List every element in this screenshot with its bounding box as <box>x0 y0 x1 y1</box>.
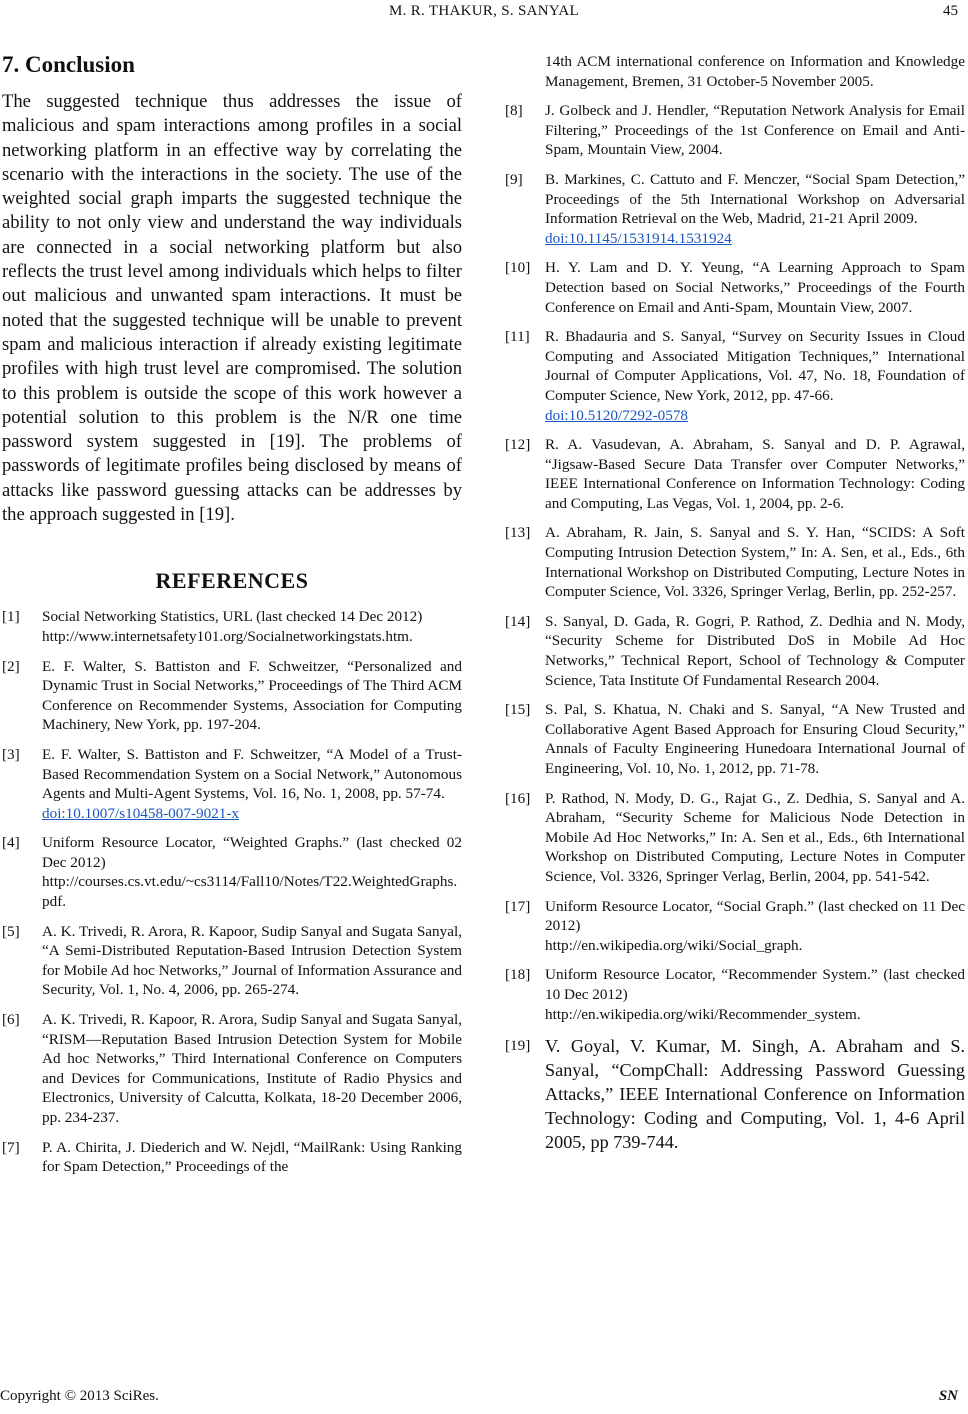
reference-text: A. K. Trivedi, R. Arora, R. Kapoor, Sudip Sanyal and Sugata Sanyal, “A Semi-Distributed Reputation-Based Intrusion Detection System for Mobile Ad hoc Networks,” Journal of Information Assurance and Security, Vol. 1, No. 4, 2006, pp. 265-274. <box>42 922 462 999</box>
reference-doi-link[interactable]: doi:10.5120/7292-0578 <box>545 406 689 424</box>
reference-item <box>505 523 965 601</box>
reference-item <box>505 170 965 248</box>
right-column <box>505 52 965 1164</box>
reference-number: [7] <box>2 1138 20 1156</box>
reference-item <box>2 745 462 823</box>
reference-text: Uniform Resource Locator, “Weighted Graphs.” (last checked 02 Dec 2012) <box>42 834 462 871</box>
references-heading: REFERENCES <box>155 568 309 594</box>
reference-item <box>2 1138 462 1177</box>
reference-list-right <box>505 52 965 1154</box>
reference-item <box>505 327 965 425</box>
reference-text: E. F. Walter, S. Battiston and F. Schweitzer, “A Model of a Trust-Based Recommendation System on a Social Network,” Autonomous Agents and Multi-Agent Systems, Vol. 16, No. 1, 2008, pp. 57-74. <box>42 745 462 803</box>
reference-text: Uniform Resource Locator, “Social Graph.” (last checked on 11 Dec 2012) <box>545 897 965 935</box>
reference-item <box>505 612 965 690</box>
reference-number: [2] <box>2 657 20 675</box>
reference-item <box>2 657 462 735</box>
running-head-authors: M. R. THAKUR, S. SANYAL <box>389 3 579 19</box>
reference-item <box>2 607 462 646</box>
reference-text: P. A. Chirita, J. Diederich and W. Nejdl, “MailRank: Using Ranking for Spam Detection,” Proceedings of the <box>42 1138 462 1176</box>
reference-text: P. Rathod, N. Mody, D. G., Rajat G., Z. Dedhia, S. Sanyal and A. Abraham, “Security Scheme for Malicious Node Detection in Mobile Ad Hoc Networks,” In: A. Sen et al., Eds., 6th International Workshop on Distributed Computing, Lecture Notes in Computer Science, Vol. 3326, Springer Verlag, Berlin, 2004, pp. 541-542. <box>545 789 965 885</box>
reference-doi-link[interactable]: doi:10.1145/1531914.1531924 <box>545 229 732 247</box>
reference-number: [16] <box>505 789 531 807</box>
reference-number: [9] <box>505 170 523 188</box>
reference-text: H. Y. Lam and D. Y. Yeung, “A Learning Approach to Spam Detection based on Social Networks,” Proceedings of the Fourth Conference on Email and Anti-Spam, Mountain View, 2007. <box>545 259 965 316</box>
reference-item <box>505 1034 965 1154</box>
reference-text: B. Markines, C. Cattuto and F. Menczer, “Social Spam Detection,” Proceedings of the 5th International Workshop on Adversarial Information Retrieval on the Web, Madrid, 21-21 April 2009. <box>545 170 965 228</box>
reference-url: http://www.internetsafety101.org/Socialnetworkingstats.htm. <box>42 627 413 645</box>
reference-number: [19] <box>505 1037 531 1055</box>
left-column <box>2 50 462 1187</box>
running-head <box>0 0 968 24</box>
reference-number: [18] <box>505 966 531 984</box>
page-footer <box>0 1388 968 1414</box>
reference-text: V. Goyal, V. Kumar, M. Singh, A. Abraham and S. Sanyal, “CompChall: Addressing Password Guessing Attacks,” IEEE International Conference on Information Technology: Coding and Computing, Vol. 1, 4-6 April 2005, pp 739-744. <box>545 1036 965 1153</box>
reference-text: Uniform Resource Locator, “Recommender System.” (last checked 10 Dec 2012) <box>545 966 965 1003</box>
reference-item <box>2 1010 462 1128</box>
reference-item <box>2 833 462 911</box>
reference-number: [14] <box>505 612 531 630</box>
reference-item <box>2 922 462 1000</box>
reference-number: [11] <box>505 328 530 346</box>
reference-text: S. Sanyal, D. Gada, R. Gogri, P. Rathod, Z. Dedhia and N. Mody, “Security Scheme for Distributed DoS in Mobile Ad Hoc Networks,” Technical Report, School of Technology & Computer Science, Tata Institute Of Fundamental Research 2004. <box>545 612 965 689</box>
copyright-notice: Copyright © 2013 SciRes. <box>0 1388 159 1404</box>
reference-number: [3] <box>2 745 20 763</box>
reference-text: 14th ACM international conference on Information and Knowledge Management, Bremen, 31 October-5 November 2005. <box>545 53 965 90</box>
reference-url: http://courses.cs.vt.edu/~cs3114/Fall10/Notes/T22.WeightedGraphs.pdf. <box>42 873 458 911</box>
reference-text: R. Bhadauria and S. Sanyal, “Survey on Security Issues in Cloud Computing and Associated Mitigation Techniques,” International Journal of Computer Applications, Vol. 47, No. 18, Foundation of Computer Science, New York, 2012, pp. 47-66. <box>545 328 965 404</box>
page-number: 45 <box>943 3 958 19</box>
reference-item <box>505 435 965 513</box>
reference-text: E. F. Walter, S. Battiston and F. Schweitzer, “Personalized and Dynamic Trust in Social Networks,” Proceedings of The Third ACM Conference on Recommender Systems, Association for Computing Machinery, New York, pp. 197-204. <box>42 657 462 734</box>
reference-text: S. Pal, S. Khatua, N. Chaki and S. Sanyal, “A New Trusted and Collaborative Agent Based Approach for Ensuring Cloud Security,” Annals of Faculty Engineering Hunedoara International Journal of Engineering, Vol. 10, No. 1, 2012, pp. 71-78. <box>545 701 965 777</box>
reference-url: http://en.wikipedia.org/wiki/Recommender_system. <box>545 1005 861 1023</box>
reference-number: [12] <box>505 436 531 454</box>
reference-text: A. Abraham, R. Jain, S. Sanyal and S. Y. Han, “SCIDS: A Soft Computing Intrusion Detection System,” In: A. Sen, et al., Eds., 6th International Workshop on Distributed Computing, Lecture Notes in Computer Science, Vol. 3326, Springer Verlag, Berlin, pp. 252-257. <box>545 524 965 601</box>
reference-number: [6] <box>2 1011 20 1029</box>
reference-item <box>505 258 965 317</box>
reference-url: http://en.wikipedia.org/wiki/Social_graph. <box>545 936 803 954</box>
reference-number: [8] <box>505 102 523 120</box>
reference-text: J. Golbeck and J. Hendler, “Reputation Network Analysis for Email Filtering,” Proceedings of the 1st Conference on Email and Anti-Spam, Mountain View, 2004. <box>545 102 965 159</box>
reference-number: [10] <box>505 259 531 277</box>
reference-number: [15] <box>505 701 531 719</box>
reference-number: [17] <box>505 897 531 915</box>
conclusion-paragraph: The suggested technique thus addresses the issue of malicious and spam interactions among profiles in a social networking platform in an effective way by correlating the scenario with the interactions in the society. The use of the weighted social graph imparts the suggested technique the ability to not only view and understand the way individuals are connected in a social networking platform but also reflects the trust level among individuals which helps to filter out malicious and unwanted spam interactions. It must be noted that the suggested technique will be unable to prevent spam and malicious interaction if already existing legitimate profiles with high trust level are compromised. The solution to this problem is outside the scope of this work however a potential solution to this problem is the N/R one time password system suggested in [19]. The problems of passwords of legitimate profiles being disclosed by means of attacks like password guessing attacks can be addresses by the approach suggested in [19]. <box>2 91 462 526</box>
reference-list-left <box>2 607 462 1176</box>
reference-text: A. K. Trivedi, R. Kapoor, R. Arora, Sudip Sanyal and Sugata Sanyal, “RISM—Reputation Based Intrusion Detection System for Mobile Ad hoc Networks,” Third International Conference on Computers and Devices for Communications, Institute of Radio Physics and Electronics, University of Calcutta, Kolkata, 18-20 December 2006, pp. 234-237. <box>42 1011 462 1126</box>
reference-item <box>505 897 965 956</box>
reference-number: [13] <box>505 524 531 542</box>
reference-doi-link[interactable]: doi:10.1007/s10458-007-9021-x <box>42 804 240 822</box>
conclusion-heading: 7. Conclusion <box>2 52 135 77</box>
reference-item-continued <box>505 52 965 91</box>
reference-item <box>505 101 965 160</box>
journal-abbreviation: SN <box>938 1388 958 1404</box>
reference-item <box>505 965 965 1024</box>
reference-text: R. A. Vasudevan, A. Abraham, S. Sanyal and D. P. Agrawal, “Jigsaw-Based Secure Data Transfer over Computer Networks,” IEEE International Conference on Information Technology: Coding and Computing, Las Vegas, Vol. 1, 2004, pp. 2-6. <box>545 436 965 512</box>
reference-item <box>505 789 965 887</box>
reference-number: [5] <box>2 922 20 940</box>
reference-number: [1] <box>2 608 20 626</box>
reference-text: Social Networking Statistics, URL (last checked 14 Dec 2012) <box>42 608 423 626</box>
reference-item <box>505 700 965 778</box>
reference-number: [4] <box>2 834 20 852</box>
